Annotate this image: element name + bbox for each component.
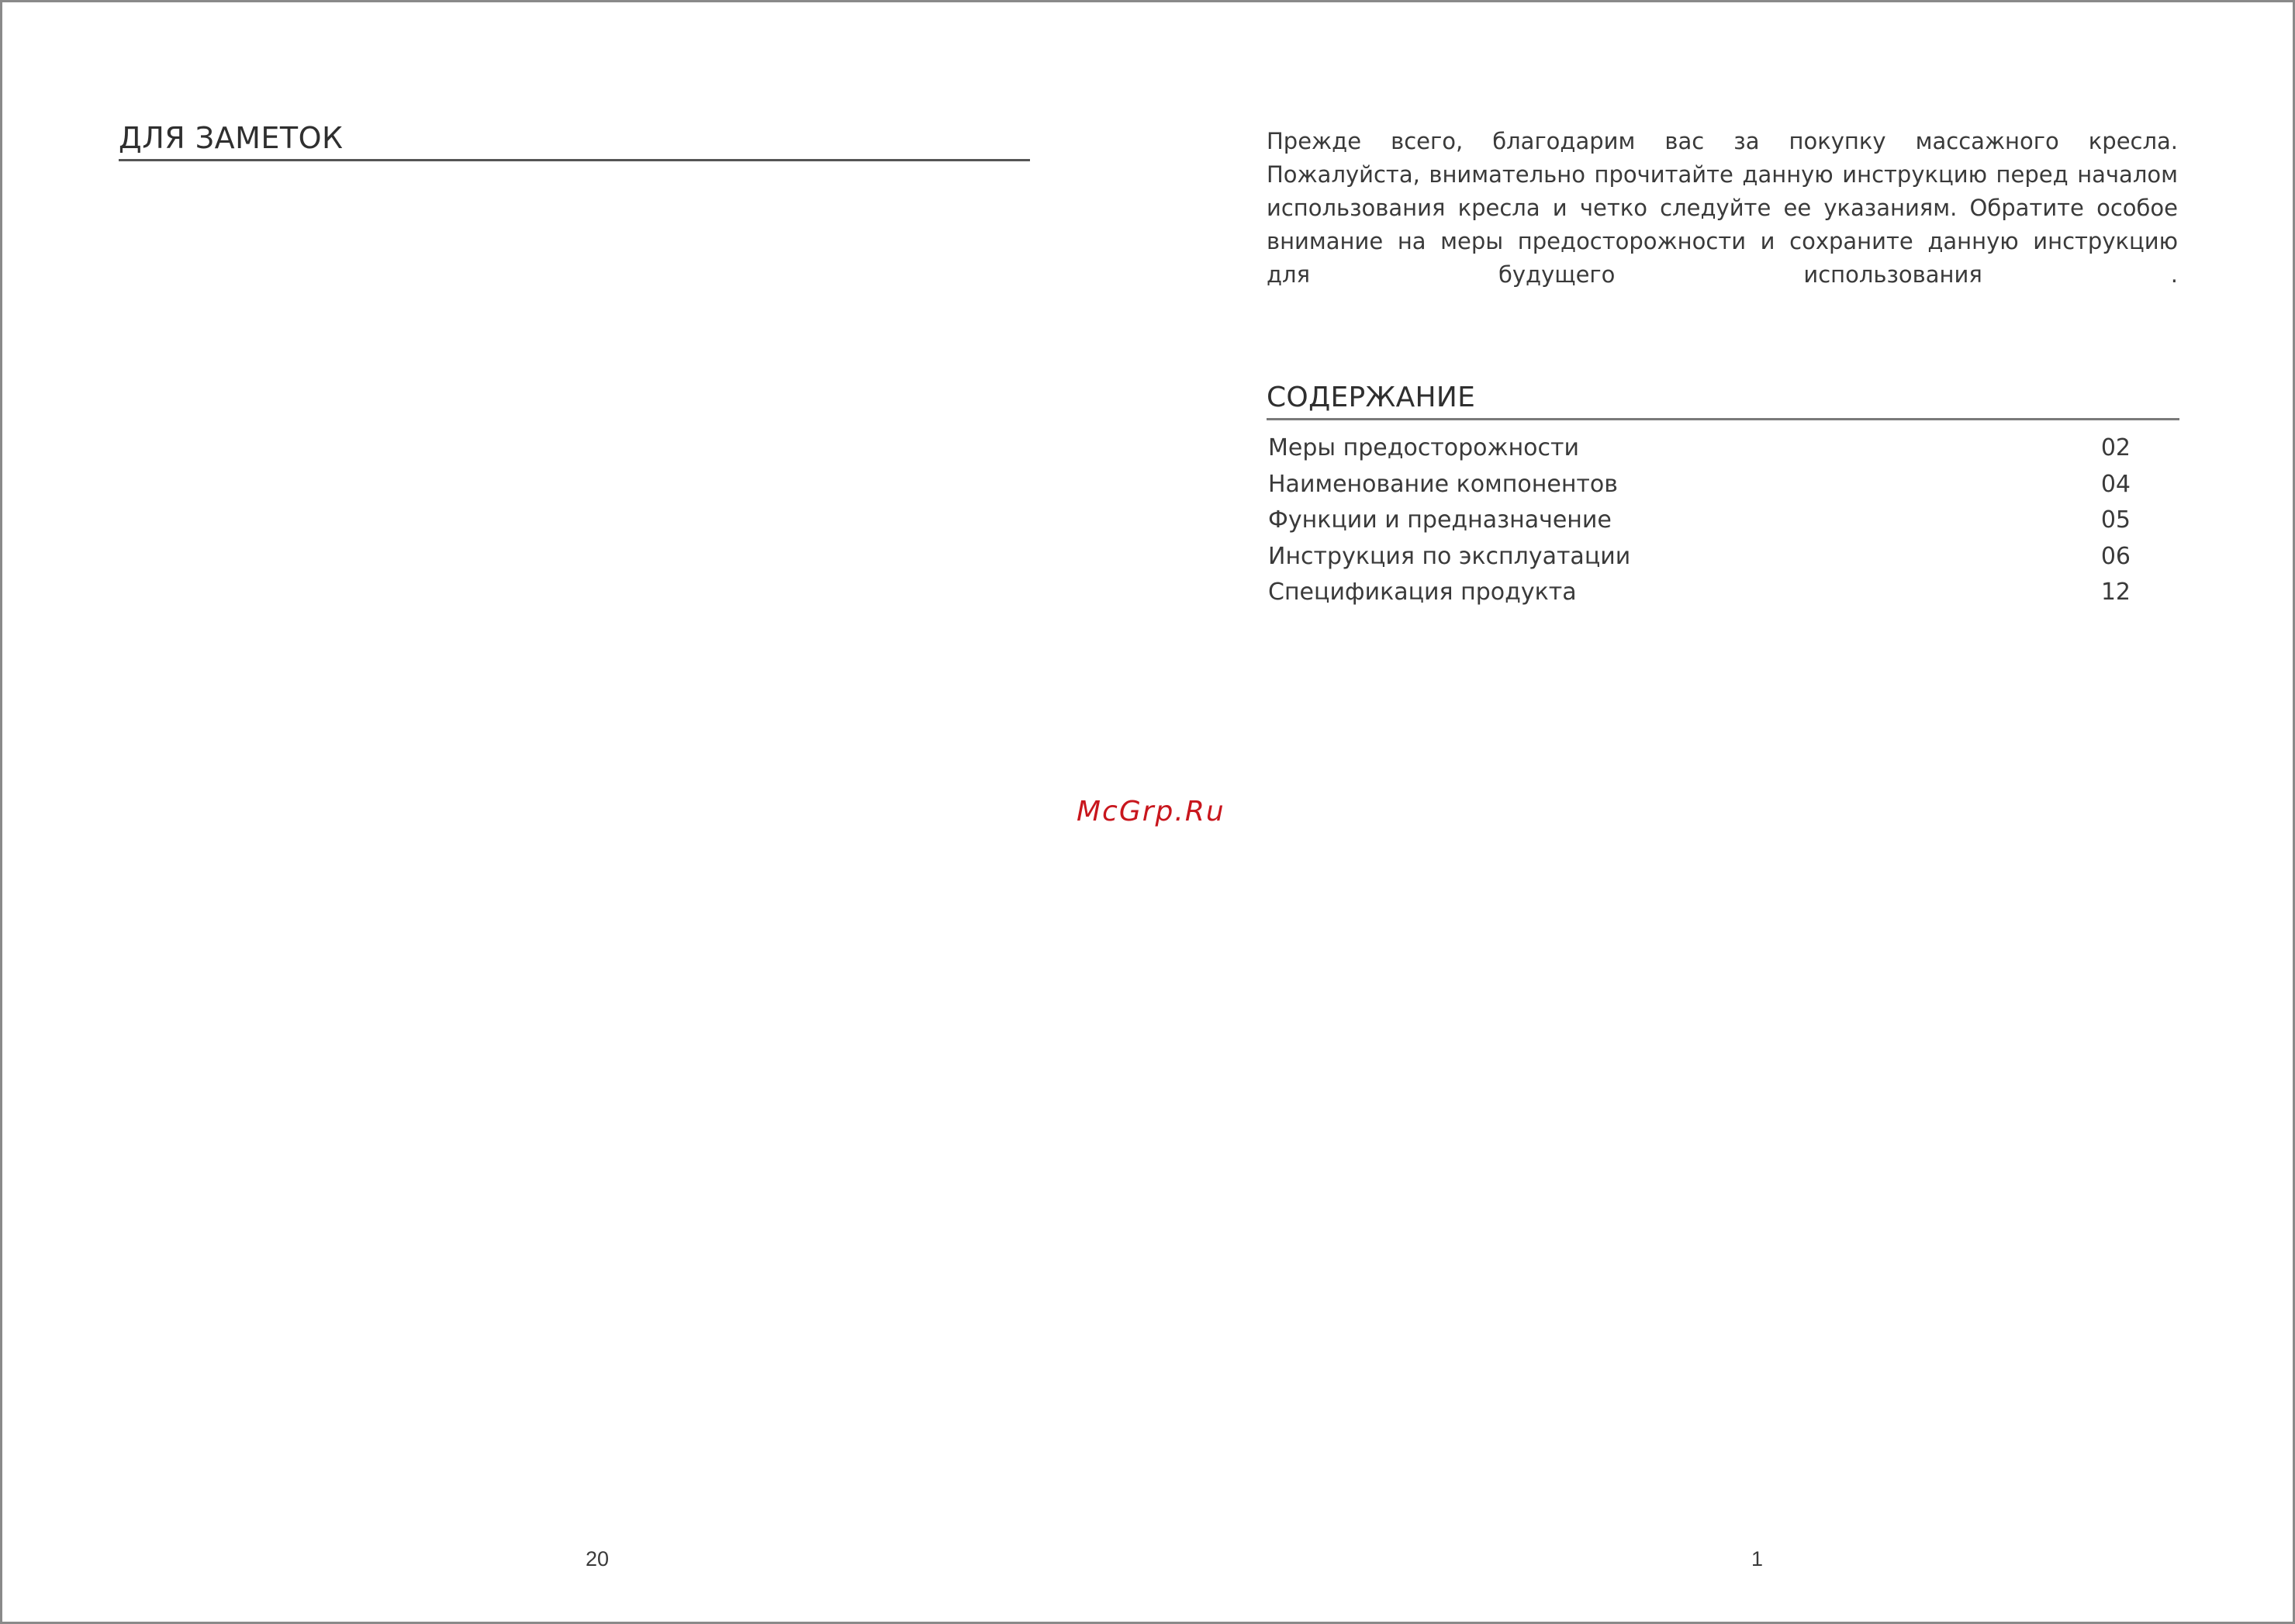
toc-item-page: 12 bbox=[2100, 579, 2131, 606]
watermark-link[interactable]: McGrp.Ru bbox=[1077, 796, 1225, 828]
intro-line-text: для будущего использования bbox=[1267, 261, 1982, 288]
toc-item-label: Инструкция по эксплуатации bbox=[1268, 542, 1631, 570]
toc-item[interactable] bbox=[1268, 430, 2131, 467]
toc-item-page: 05 bbox=[2100, 506, 2131, 534]
toc-item[interactable] bbox=[1268, 503, 2131, 539]
toc-item-page: 04 bbox=[2100, 470, 2131, 498]
intro-last-line bbox=[1267, 258, 2178, 292]
toc-item[interactable] bbox=[1268, 467, 2131, 503]
table-of-contents bbox=[1268, 430, 2131, 611]
toc-item-label: Спецификация продукта bbox=[1268, 579, 1577, 606]
page-number-right: 1 bbox=[1751, 1547, 1764, 1570]
toc-item-label: Функции и предназначение bbox=[1268, 506, 1612, 534]
toc-item-label: Наименование компонентов bbox=[1268, 470, 1618, 498]
toc-item[interactable] bbox=[1268, 575, 2131, 611]
toc-item-page: 02 bbox=[2100, 434, 2131, 461]
notes-heading: ДЛЯ ЗАМЕТОК bbox=[119, 119, 1030, 161]
toc-item-label: Меры предосторожности bbox=[1268, 434, 1580, 461]
toc-heading: СОДЕРЖАНИЕ bbox=[1267, 379, 2179, 420]
intro-line: Прежде всего, благодарим вас за покупку массажного кресла. bbox=[1267, 128, 2178, 154]
intro-end-mark: . bbox=[2170, 261, 2178, 288]
intro-line: Пожалуйста, внимательно прочитайте данную инструкцию перед началом bbox=[1267, 161, 2178, 188]
intro-line: использования кресла и четко следуйте ее указаниям. Обратите особое bbox=[1267, 195, 2178, 221]
intro-paragraph bbox=[1267, 125, 2178, 292]
page-number-left: 20 bbox=[586, 1547, 610, 1570]
toc-item-page: 06 bbox=[2100, 542, 2131, 570]
toc-item[interactable] bbox=[1268, 539, 2131, 575]
intro-line: внимание на меры предосторожности и сохраните данную инструкцию bbox=[1267, 228, 2178, 254]
